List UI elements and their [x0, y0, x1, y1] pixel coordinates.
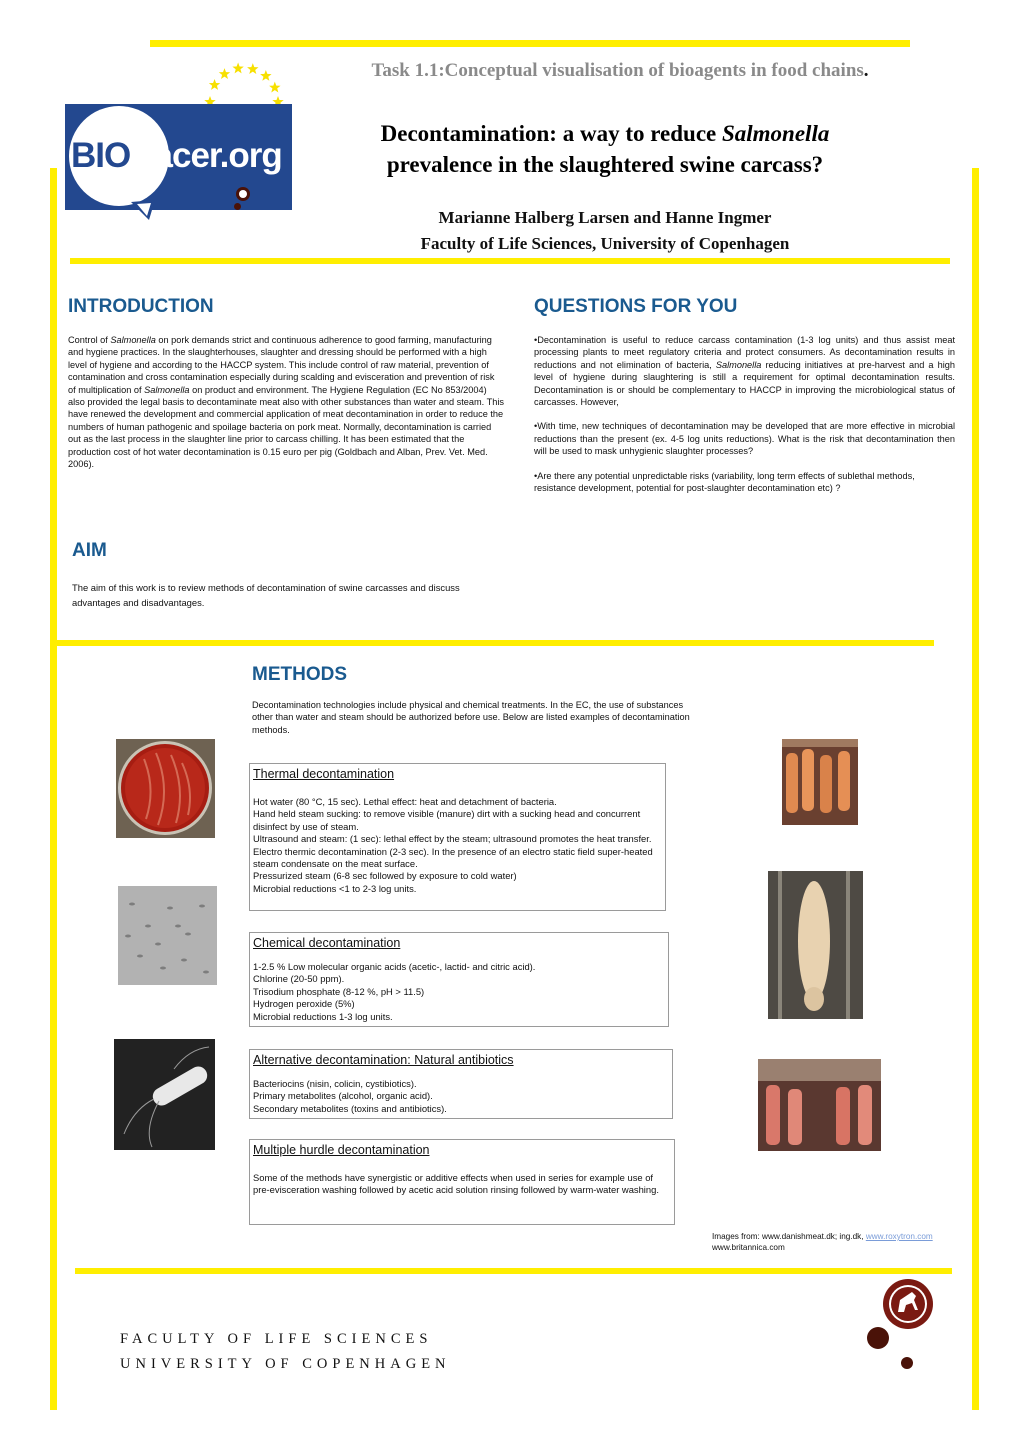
chemical-box [249, 932, 669, 1027]
alternative-line: Secondary metabolites (toxins and antibiotics). [253, 1102, 447, 1114]
question-1: •Decontamination is useful to reduce carcass contamination (1-3 log units) and thus assist meat processing plants to meet regulatory criteria and protect consumers. As decontamination results in reductions and not elimination of bacteria, Salmonella reducing initiatives at pre-harvest and a high level of hygiene during slaughtering is still a requirement for optimal decontamination results. Decontamination is or should be complementary to HACCP in improving the microbiological status of carcasses. However, [534, 335, 956, 408]
thermal-title: Thermal decontamination [253, 767, 395, 781]
methods-heading: METHODS [252, 664, 347, 685]
introduction-heading: INTRODUCTION [68, 296, 214, 317]
carcasses-hanging-image [782, 739, 858, 825]
eu-star-icon [219, 68, 230, 79]
logo-dot [234, 203, 241, 210]
alternative-line: Bacteriocins (nisin, colicin, cystibiotics). [253, 1078, 417, 1089]
credit-link[interactable]: www.roxytron.com [865, 1232, 933, 1241]
bacteria-microscopy-image [118, 886, 217, 985]
chemical-line: Hydrogen peroxide (5%) [253, 998, 355, 1010]
logo-tracer-text: tracer.org [130, 136, 282, 175]
questions-text [534, 334, 955, 506]
introduction-text: Control of Salmonella on pork demands strict and continuous adherence to good farming, manufacturing and hygiene practices. In the slaughterhouses, slaughter and dressing should be performed with a high level of hygiene and according to the HACCP system. This include control of raw material, prevention of contamination and cross contamination especially during scalding and evisceration and prevention of risk of multiplication of Salmonella on product and environment. The Hygiene Regulation (EC No 853/2004) also provided the legal basis to decontaminate meat also with other substances than water and steam. This have renewed the development and commercial application of meat decontamination in order to reduce the numbers of human pathogenic and spoilage bacteria on pork meat. Normally, decontamination is carried out as the last process in the slaughter line prior to carcass chilling. It has been estimated that the production cost of hot water decontamination is 0.15 euro per pig (Goldbach and Alban, Prev. Vet. Med. 2006). [68, 335, 504, 470]
authors: Marianne Halberg Larsen and Hanne Ingmer [438, 208, 772, 227]
hurdle-title: Multiple hurdle decontamination [253, 1143, 430, 1157]
thermal-box [249, 763, 666, 911]
aim-heading: AIM [72, 540, 107, 561]
frame-right-bar-lower [972, 648, 979, 1410]
eu-star-icon [247, 63, 258, 74]
chemical-line: 1-2.5 % Low molecular organic acids (acetic-, lactid- and citric acid). [253, 961, 536, 972]
petri-dish-image [116, 739, 215, 838]
image-credits: Images from: www.danishmeat.dk; ing.dk, www.roxytron.com www.britannica.com [712, 1232, 933, 1252]
aim-text: The aim of this work is to review methods of decontamination of swine carcasses and discuss advantages and disadvantages. [72, 582, 460, 608]
university-seal-logo [860, 1276, 940, 1372]
footer-divider [75, 1268, 952, 1274]
affiliation: Faculty of Life Sciences, University of Copenhagen [420, 234, 790, 253]
eu-star-icon [232, 63, 243, 74]
thermal-line: Hot water (80 °C, 15 sec). Lethal effect: heat and detachment of bacteria. [253, 796, 557, 807]
eu-star-icon [269, 82, 280, 93]
processing-plant-image [758, 1059, 881, 1151]
thermal-line: Hand held steam sucking: to remove visible (manure) dirt with a sucking head and concurrent disinfect by use of steam. [253, 808, 641, 832]
eu-star-icon [209, 79, 220, 90]
logo-bio-text: BIO [71, 136, 131, 175]
chemical-title: Chemical decontamination [253, 936, 401, 950]
biotracer-logo [65, 104, 292, 210]
frame-right-bar-upper [972, 168, 979, 648]
hurdle-text: Some of the methods have synergistic or additive effects when used in series for example use of pre-evisceration washing followed by acetic acid solution rinsing followed by warm-water washing. [253, 1172, 659, 1196]
thermal-line: Ultrasound and steam: (1 sec): lethal effect by the steam; ultrasound promotes the heat transfer. [253, 833, 652, 845]
hurdle-box [249, 1139, 675, 1225]
questions-heading: QUESTIONS FOR YOU [534, 296, 738, 317]
poster-title: Decontamination: a way to reduce Salmonella prevalence in the slaughtered swine carcass? [380, 121, 830, 177]
eu-star-icon [260, 70, 271, 81]
chemical-line: Microbial reductions 1-3 log units. [253, 1010, 393, 1022]
question-3: •Are there any potential unpredictable risks (variability, long term effects of sublethal methods, resistance development, potential for post-slaughter decontamination etc) ? [534, 470, 915, 494]
frame-top-bar [150, 40, 910, 47]
frame-left-bar-upper [50, 168, 57, 648]
alternative-box [249, 1049, 673, 1119]
section-divider [57, 640, 934, 646]
bacterium-sem-image [114, 1039, 215, 1150]
pig-carcass-image [768, 871, 863, 1019]
thermal-line: Electro thermic decontamination (2-3 sec). In the presence of an electro static field super-heated steam condensate on the meat surface. [253, 845, 653, 870]
methods-intro: Decontamination technologies include physical and chemical treatments. In the EC, the use of substances other than water and steam should be authorized before use. Below are listed examples of decontamination methods. [252, 700, 690, 735]
alternative-line: Primary metabolites (alcohol, organic acid). [253, 1090, 433, 1102]
frame-left-bar-lower [50, 648, 57, 1410]
footer-faculty: FACULTY OF LIFE SCIENCES [120, 1331, 433, 1347]
chemical-line: Trisodium phosphate (8-12 %, pH > 11.5) [253, 985, 425, 997]
thermal-line: Microbial reductions <1 to 2-3 log units. [253, 882, 417, 894]
header-divider [70, 258, 950, 264]
alternative-title: Alternative decontamination: Natural antibiotics [253, 1053, 514, 1067]
task-line: Task 1.1:Conceptual visualisation of bioagents in food chains. [371, 60, 869, 81]
chemical-line: Chlorine (20-50 ppm). [253, 973, 345, 985]
footer-university: UNIVERSITY OF COPENHAGEN [120, 1356, 451, 1372]
question-2: •With time, new techniques of decontamination may be developed that are more effective in microbial reductions than the present (ex. 4-5 log units reductions). What is the risk that decontamination then will be used to mask unhygienic slaughter processes? [534, 421, 955, 457]
thermal-line: Pressurized steam (6-8 sec followed by exposure to cold water) [253, 870, 517, 882]
